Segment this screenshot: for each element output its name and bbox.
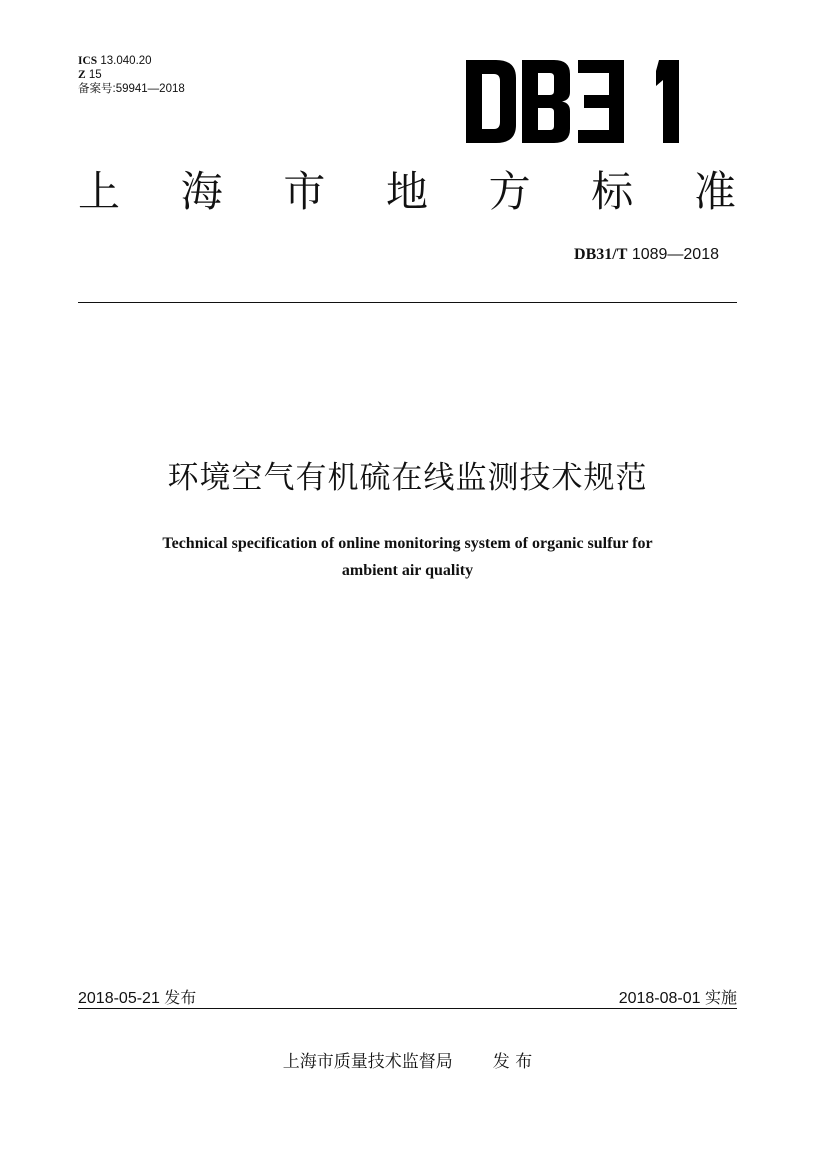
filing-number: 备案号:59941—2018 bbox=[78, 83, 185, 95]
title-char: 标 bbox=[591, 167, 634, 216]
standard-number bbox=[574, 246, 719, 264]
title-char: 地 bbox=[385, 167, 428, 216]
release-date: 2018-05-21 发布 bbox=[78, 990, 197, 1007]
top-divider bbox=[78, 302, 737, 303]
document-title: 环境空气有机硫在线监测技术规范 bbox=[167, 460, 648, 496]
bottom-divider bbox=[78, 1008, 737, 1009]
issuing-authority bbox=[0, 1047, 815, 1072]
standard-code: 1089—2018 bbox=[631, 246, 719, 263]
title-char: 准 bbox=[693, 167, 736, 216]
issuer-name: 上海市质量技术监督局 bbox=[282, 1052, 453, 1072]
local-standard-title bbox=[78, 168, 736, 216]
title-char: 方 bbox=[488, 167, 531, 216]
title-char: 市 bbox=[283, 167, 326, 216]
db31-logo bbox=[466, 60, 696, 143]
z-label: Z bbox=[78, 69, 86, 81]
z-line bbox=[78, 68, 185, 82]
title-char: 海 bbox=[180, 167, 223, 216]
implementation-date: 2018-08-01 实施 bbox=[618, 990, 737, 1007]
english-title-line-1: Technical specification of online monitoring system of organic sulfur for bbox=[162, 535, 653, 552]
z-code: 15 bbox=[88, 69, 102, 81]
issuer-action: 发 布 bbox=[492, 1052, 533, 1072]
header-meta bbox=[78, 54, 185, 96]
ics-label: ICS bbox=[78, 55, 98, 67]
title-char: 上 bbox=[78, 167, 121, 216]
ics-line bbox=[78, 54, 185, 68]
english-title bbox=[0, 530, 815, 584]
standard-prefix: DB31/T bbox=[574, 246, 628, 263]
ics-code: 13.040.20 bbox=[100, 55, 152, 67]
english-title-line-2: ambient air quality bbox=[341, 562, 474, 579]
